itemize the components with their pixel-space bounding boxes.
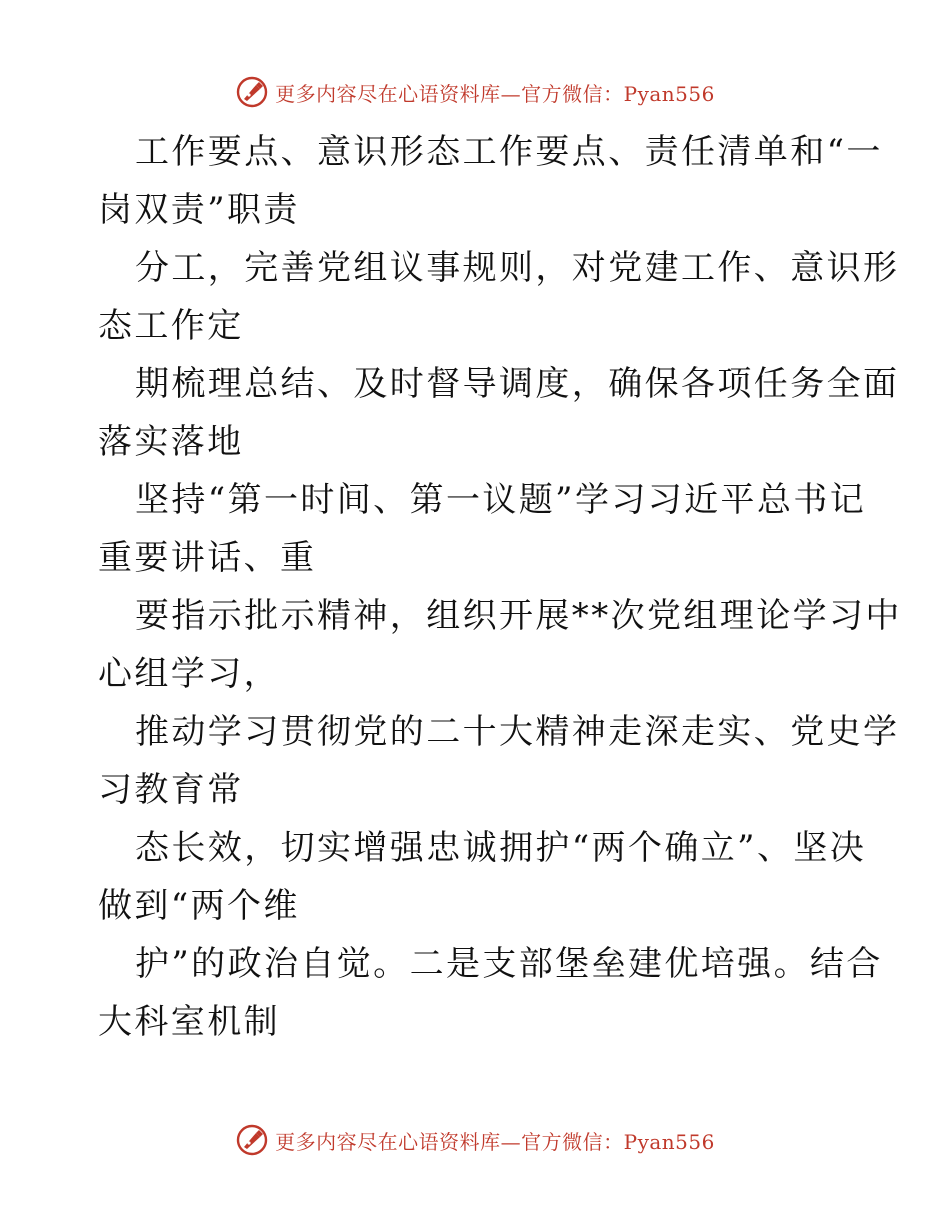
watermark-separator: — [500, 1129, 522, 1154]
body-line: 态长效，切实增强忠诚拥护“两个确立”、坚决 [135, 828, 867, 868]
body-line: 态工作定 [98, 306, 244, 346]
footer-watermark [0, 1120, 950, 1160]
watermark-text [275, 1126, 715, 1155]
body-line: 重要讲话、重 [98, 538, 317, 578]
body-line: 推动学习贯彻党的二十大精神走深走实、党史学 [135, 712, 900, 752]
body-line: 坚持“第一时间、第一议题”学习习近平总书记 [135, 480, 867, 520]
body-line: 分工，完善党组议事规则，对党建工作、意识形 [135, 248, 900, 288]
watermark-wechat: 官方微信：Pyan556 [521, 1129, 715, 1154]
body-line: 岗双责”职责 [98, 190, 300, 230]
body-line: 落实落地 [98, 422, 244, 462]
body-line: 大科室机制 [98, 1002, 280, 1042]
watermark-main: 更多内容尽在心语资料库 [275, 1129, 501, 1154]
header-watermark [0, 72, 950, 112]
body-line: 要指示批示精神，组织开展**次党组理论学习中 [135, 596, 902, 636]
body-line: 工作要点、意识形态工作要点、责任清单和“一 [135, 132, 883, 172]
pen-nib-logo-icon [235, 1123, 269, 1157]
body-line: 心组学习， [98, 654, 280, 694]
watermark-wechat: 官方微信：Pyan556 [521, 81, 715, 106]
watermark-separator: — [500, 81, 522, 106]
body-line: 习教育常 [98, 770, 244, 810]
pen-nib-logo-icon [235, 75, 269, 109]
watermark-text [275, 78, 715, 107]
body-line: 期梳理总结、及时督导调度，确保各项任务全面 [135, 364, 900, 404]
body-line: 护”的政治自觉。二是支部堡垒建优培强。结合 [135, 944, 883, 984]
document-body [98, 123, 902, 1051]
watermark-main: 更多内容尽在心语资料库 [275, 81, 501, 106]
body-line: 做到“两个维 [98, 886, 300, 926]
